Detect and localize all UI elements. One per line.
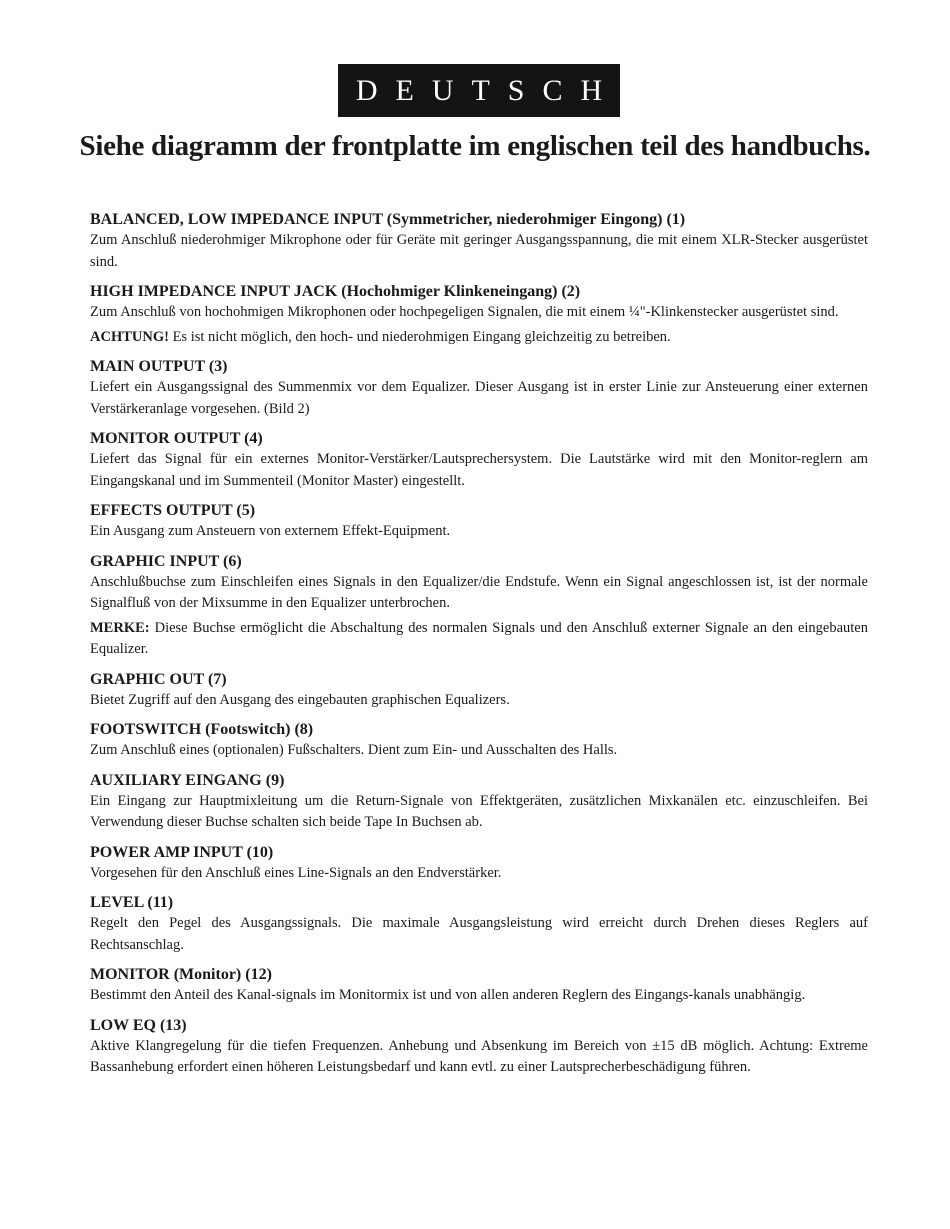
section-graphic-out <box>90 670 868 712</box>
section-auxiliary-input <box>90 771 868 834</box>
section-heading: BALANCED, LOW IMPEDANCE INPUT (Symmetricher, niederohmiger Eingong) (1) <box>90 211 686 228</box>
section-body: Zum Anschluß von hochohmigen Mikrophonen oder hochpegeligen Signalen, die mit einem ¼"-Klinkenstecker ausgerüstet sind. <box>90 304 839 320</box>
section-heading: GRAPHIC INPUT (6) <box>90 552 242 570</box>
note-label: MERKE: <box>90 619 150 636</box>
section-heading: POWER AMP INPUT (10) <box>90 843 274 861</box>
section-level <box>90 893 868 956</box>
section-heading: AUXILIARY EINGANG (9) <box>90 771 285 789</box>
section-footswitch <box>90 720 868 762</box>
section-heading: FOOTSWITCH (Footswitch) (8) <box>90 721 314 738</box>
section-body: Ein Eingang zur Hauptmixleitung um die Return-Signale von Effektgeräten, zusätzlichen Mixkanälen etc. einzuschleifen. Bei Verwendung dieser Buchse schalten sich beide Tape In Buchsen ab. <box>90 792 868 830</box>
section-body: Zum Anschluß eines (optionalen) Fußschalters. Dient zum Ein- und Ausschalten des Halls. <box>90 742 618 758</box>
section-body: Zum Anschluß niederohmiger Mikrophone oder für Geräte mit geringer Ausgangsspannung, die mit einem XLR-Stecker ausgerüstet sind. <box>90 232 868 270</box>
section-body: Aktive Klangregelung für die tiefen Frequenzen. Anhebung und Absenkung im Bereich von ±15 dB möglich. Achtung: Extreme Bassanhebung erfordert einen höheren Leistungsbedarf und kann evtl. zu einer Lautsprecherbeschädigung führen. <box>90 1037 868 1075</box>
language-banner: DEUTSCH <box>338 64 620 117</box>
section-body: Liefert das Signal für ein externes Monitor-Verstärker/Lautsprechersystem. Die Lautstärke wird mit den Monitor-reglern am Eingangskanal und im Summenteil (Monitor Master) eingestellt. <box>90 451 868 489</box>
section-heading: LEVEL (11) <box>90 894 174 911</box>
section-effects-output <box>90 501 868 543</box>
section-body: Regelt den Pegel des Ausgangssignals. Die maximale Ausgangsleistung wird erreicht durch Drehen dieses Reglers auf Rechtsanschlag. <box>90 915 868 953</box>
section-low-eq <box>90 1016 868 1079</box>
section-heading: MAIN OUTPUT (3) <box>90 358 228 375</box>
section-heading: EFFECTS OUTPUT (5) <box>90 502 256 519</box>
section-body: Bietet Zugriff auf den Ausgang des eingebauten graphischen Equalizers. <box>90 691 510 708</box>
page-subtitle: Siehe diagramm der frontplatte im englischen teil des handbuchs. <box>79 130 871 162</box>
note-label: ACHTUNG! <box>90 328 169 345</box>
section-body: Ein Ausgang zum Ansteuern von externem Effekt-Equipment. <box>90 523 451 539</box>
remark-note <box>90 618 868 661</box>
section-main-output <box>90 357 868 420</box>
section-monitor-output <box>90 429 868 492</box>
section-graphic-input <box>90 552 868 661</box>
section-balanced-input <box>90 210 868 273</box>
manual-content <box>90 210 868 1088</box>
note-text: Diese Buchse ermöglicht die Abschaltung des normalen Signals und den Anschluß externer Signale an den eingebauten Equalizer. <box>90 619 868 657</box>
section-high-impedance-input <box>90 282 868 348</box>
warning-note <box>90 327 868 349</box>
section-body: Liefert ein Ausgangssignal des Summenmix vor dem Equalizer. Dieser Ausgang ist in erster Linie zur Ansteuerung einer externen Verstärkeranlage vorgesehen. (Bild 2) <box>90 379 868 417</box>
section-body: Bestimmt den Anteil des Kanal-signals im Monitormix ist und von allen anderen Reglern des Eingangs-kanals unabhängig. <box>90 987 806 1003</box>
section-heading: GRAPHIC OUT (7) <box>90 670 227 688</box>
section-heading: MONITOR OUTPUT (4) <box>90 430 263 447</box>
section-monitor <box>90 965 868 1007</box>
section-body: Vorgesehen für den Anschluß eines Line-Signals an den Endverstärker. <box>90 864 502 881</box>
section-heading: MONITOR (Monitor) (12) <box>90 966 272 983</box>
note-text: Es ist nicht möglich, den hoch- und niederohmigen Eingang gleichzeitig zu betreiben. <box>168 328 671 345</box>
section-heading: HIGH IMPEDANCE INPUT JACK (Hochohmiger Klinkeneingang) (2) <box>90 283 581 300</box>
section-body: Anschlußbuchse zum Einschleifen eines Signals in den Equalizer/die Endstufe. Wenn ein Signal angeschlossen ist, ist der normale Signalfluß von der Mixsumme in den Equalizer unterbrochen. <box>90 573 868 611</box>
section-power-amp-input <box>90 843 868 885</box>
section-heading: LOW EQ (13) <box>90 1016 187 1034</box>
